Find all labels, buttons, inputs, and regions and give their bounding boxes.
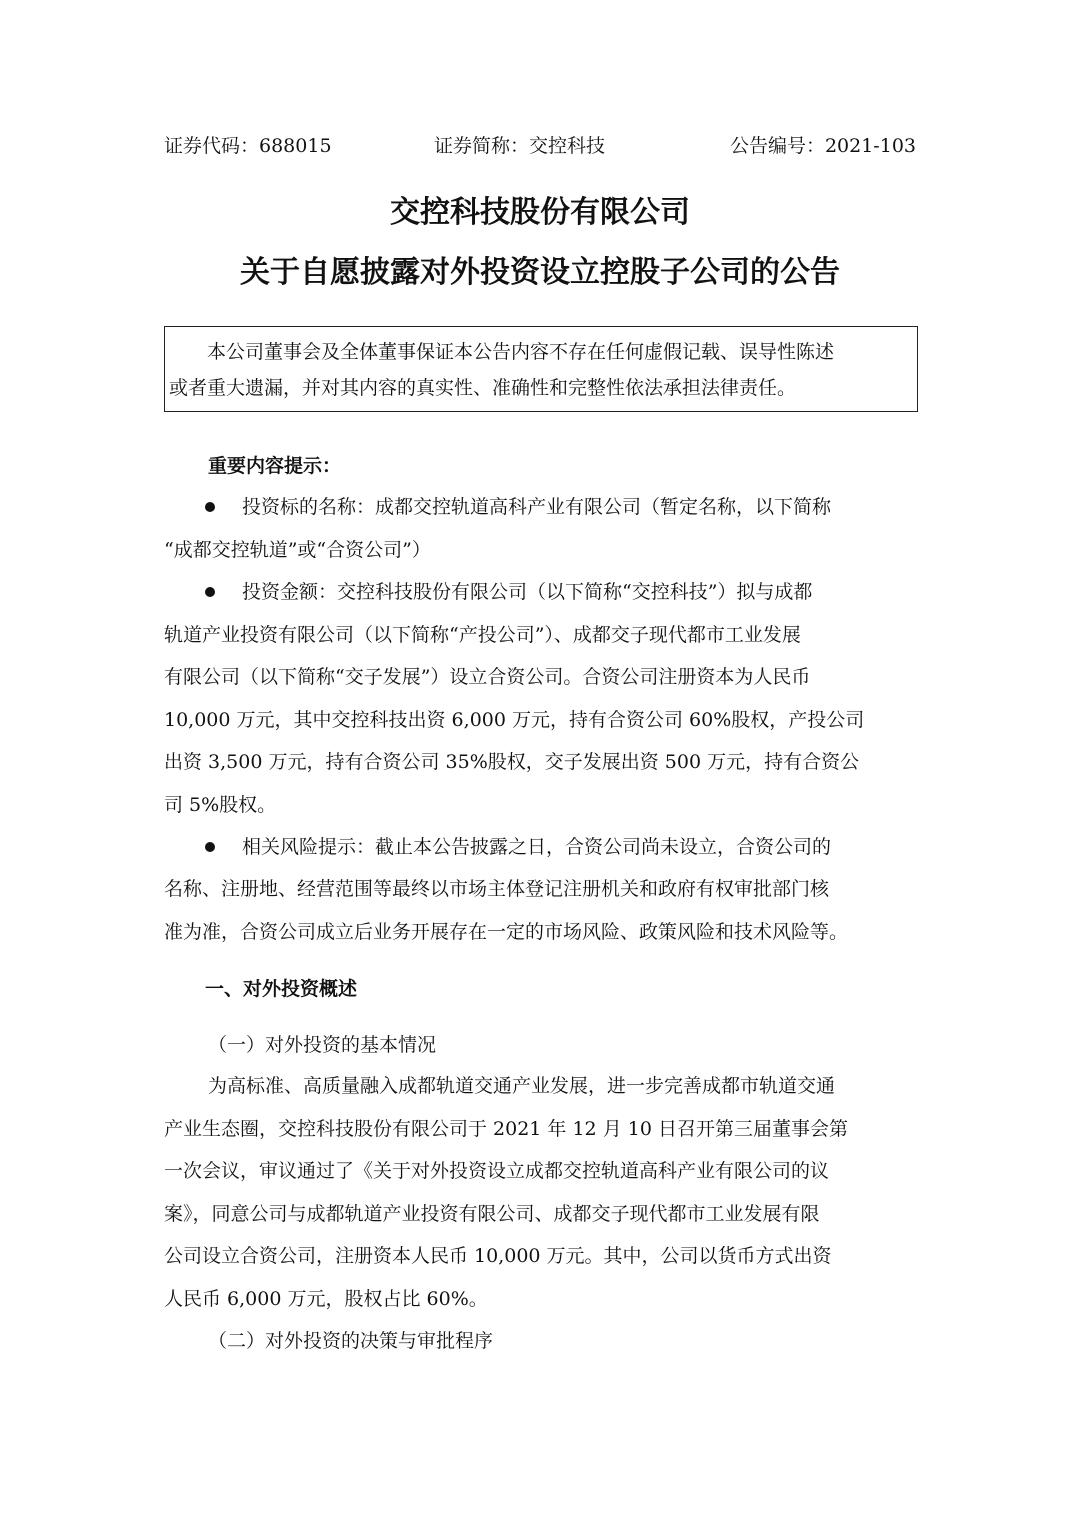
body-paragraph-line: 一次会议，审议通过了《关于对外投资设立成都交控轨道高科产业有限公司的议	[164, 1160, 830, 1182]
highlight-item-line: 10,000 万元，其中交控科技出资 6,000 万元，持有合资公司 60%股权，产投公司	[164, 709, 865, 731]
stock-abbreviation: 证券简称：交控科技	[434, 135, 606, 157]
highlight-item-line: 轨道产业投资有限公司（以下简称“产投公司”）、成都交子现代都市工业发展	[164, 624, 801, 646]
company-title: 交控科技股份有限公司	[390, 195, 690, 230]
announcement-title: 关于自愿披露对外投资设立控股子公司的公告	[240, 255, 840, 290]
bullet-icon	[205, 842, 215, 852]
highlight-item-line: 司 5%股权。	[164, 794, 277, 816]
body-paragraph-line: 产业生态圈，交控科技股份有限公司于 2021 年 12 月 10 日召开第三届董事会第	[164, 1118, 848, 1140]
section-heading: 一、对外投资概述	[205, 978, 358, 1000]
highlight-item-line: 投资标的名称：成都交控轨道高科产业有限公司（暂定名称，以下简称	[242, 496, 832, 518]
announcement-number: 公告编号：2021-103	[729, 135, 916, 157]
disclaimer-box	[164, 326, 918, 412]
highlight-item-line: 相关风险提示：截止本公告披露之日，合资公司尚未设立，合资公司的	[242, 836, 832, 858]
highlight-item-line: 准为准，合资公司成立后业务开展存在一定的市场风险、政策风险和技术风险等。	[164, 921, 849, 943]
highlight-item-line: 名称、注册地、经营范围等最终以市场主体登记注册机关和政府有权审批部门核	[164, 878, 830, 900]
highlights-heading: 重要内容提示：	[208, 455, 342, 477]
subsection-heading: （二）对外投资的决策与审批程序	[208, 1330, 494, 1352]
body-paragraph-line: 为高标准、高质量融入成都轨道交通产业发展，进一步完善成都市轨道交通	[208, 1075, 836, 1097]
disclaimer-line: 本公司董事会及全体董事保证本公告内容不存在任何虚假记载、误导性陈述	[207, 341, 835, 363]
highlight-item-line: 投资金额：交控科技股份有限公司（以下简称“交控科技”）拟与成都	[242, 581, 813, 603]
highlight-item-line: 出资 3,500 万元，持有合资公司 35%股权，交子发展出资 500 万元，持有合资公	[164, 751, 860, 773]
disclaimer-line: 或者重大遗漏，并对其内容的真实性、准确性和完整性依法承担法律责任。	[169, 377, 797, 399]
body-paragraph-line: 案》，同意公司与成都轨道产业投资有限公司、成都交子现代都市工业发展有限	[164, 1203, 820, 1225]
bullet-icon	[205, 502, 215, 512]
subsection-heading: （一）对外投资的基本情况	[208, 1034, 437, 1056]
body-paragraph-line: 人民币 6,000 万元，股权占比 60%。	[164, 1288, 488, 1310]
body-paragraph-line: 公司设立合资公司，注册资本人民币 10,000 万元。其中，公司以货币方式出资	[164, 1245, 832, 1267]
highlight-item-line: 有限公司（以下简称“交子发展”）设立合资公司。合资公司注册资本为人民币	[164, 666, 811, 688]
stock-code: 证券代码：688015	[164, 135, 332, 157]
highlight-item-line: “成都交控轨道”或“合资公司”）	[164, 539, 431, 561]
document-header	[164, 131, 916, 161]
bullet-icon	[205, 587, 215, 597]
